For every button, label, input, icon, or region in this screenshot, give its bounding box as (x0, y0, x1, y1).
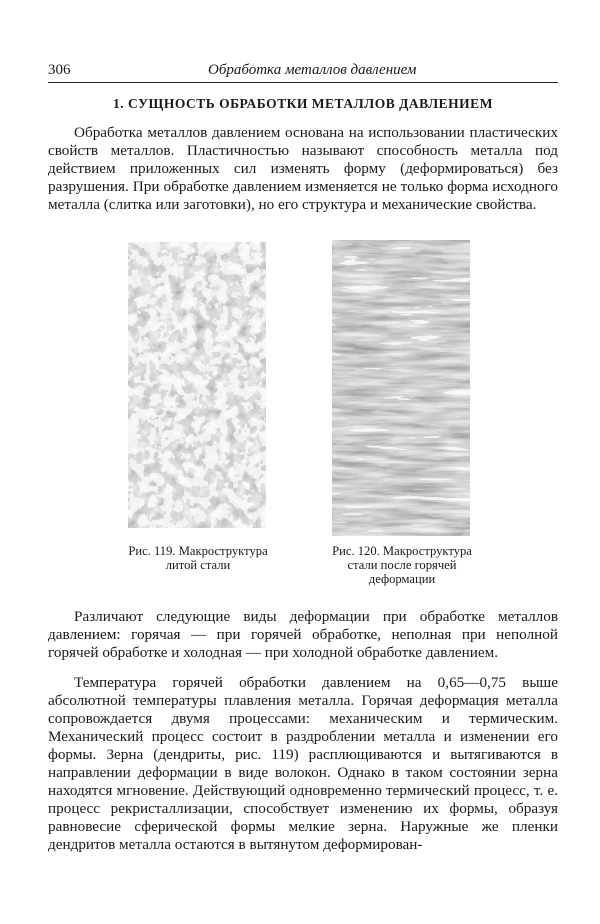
paragraph-hot-working-temperature: Температура горячей обработки давлением на 0,65—0,75 выше абсолютной температуры плавления металла. Горячая деформация металла сопровождается двумя процессами: механическим и термическим. Механический процесс состоит в раздроблении металла и изменении его формы. Зерна (дендриты, рис. 119) расплющиваются и вытягиваются в направлении деформации в виде волокон. Однако в таком состоянии зерна находятся мгновение. Действующий одновременно термический процесс, т. е. процесс рекристаллизации, способствует изменению их формы, образуя равновесие сферической формы мелкие зерна. Наружные же пленки дендритов металла остаются в вытянутом деформирован- (48, 674, 558, 853)
figure-119-caption: Рис. 119. Макроструктура литой стали (128, 544, 268, 572)
intro-paragraph: Обработка металлов давлением основана на использовании пластических свойств металлов. Пластичностью называют способность металла под действием приложенных сил изменять форму (деформироваться) без разрушения. При обработке давлением изменяется не только форма исходного металла (слитка или заготовки), но его структура и механические свойства. (48, 124, 558, 213)
hot-deformed-steel-texture (332, 240, 470, 536)
figure-119-cast-steel-macrostructure (128, 242, 266, 528)
page-number: 306 (48, 62, 71, 78)
section-title: 1. СУЩНОСТЬ ОБРАБОТКИ МЕТАЛЛОВ ДАВЛЕНИЕМ (113, 96, 493, 111)
cast-steel-texture (128, 242, 266, 528)
paragraph-deformation-types: Различают следующие виды деформации при обработке металлов давлением: горячая — при горячей обработке, неполная при неполной горячей обработке и холодная — при холодной обработке давлением. (48, 608, 558, 661)
figure-120-caption: Рис. 120. Макроструктура стали после горячей деформации (332, 544, 472, 586)
figure-120-hot-deformed-steel-macrostructure (332, 240, 470, 536)
running-title: Обработка металлов давлением (208, 62, 417, 78)
running-head (48, 62, 558, 83)
